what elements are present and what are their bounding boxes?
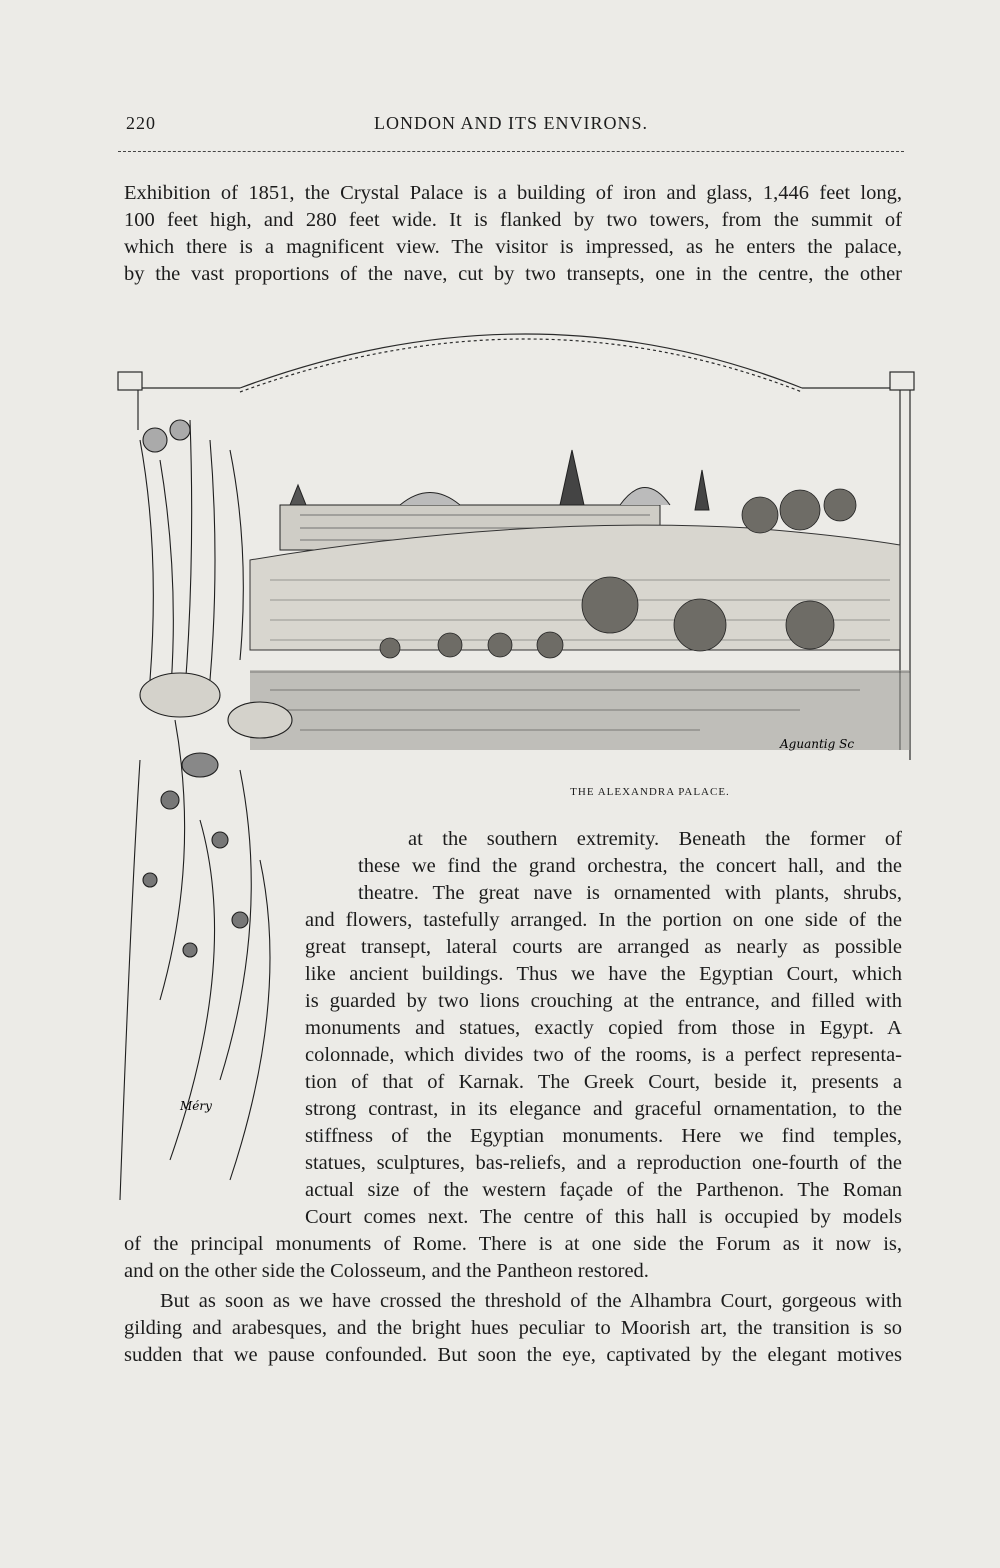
text-line: sudden that we pause confounded. But soon the eye, captivated by the elegant motives	[124, 1344, 902, 1366]
frame-arch	[240, 334, 802, 388]
text-line: actual size of the western façade of the Parthenon. The Roman	[305, 1179, 902, 1201]
text-line: at the southern extremity. Beneath the former of	[408, 828, 902, 850]
text-line: is guarded by two lions crouching at the entrance, and filled with	[305, 990, 902, 1012]
text-line: gilding and arabesques, and the bright hues peculiar to Moorish art, the transition is so	[124, 1317, 902, 1339]
text-line: But as soon as we have crossed the threshold of the Alhambra Court, gorgeous with	[160, 1290, 902, 1312]
text-line: stiffness of the Egyptian monuments. Here we find temples,	[305, 1125, 902, 1147]
text-line: by the vast proportions of the nave, cut by two transepts, one in the centre, the other	[124, 263, 902, 285]
text-line: monuments and statues, exactly copied from those in Egypt. A	[305, 1017, 902, 1039]
text-line: which there is a magnificent view. The visitor is impressed, as he enters the palace,	[124, 236, 902, 258]
text-line: 100 feet high, and 280 feet wide. It is flanked by two towers, from the summit of	[124, 209, 902, 231]
text-line: and flowers, tastefully arranged. In the portion on one side of the	[305, 909, 902, 931]
page-header	[118, 113, 904, 143]
artist-signature: Méry	[180, 1099, 212, 1113]
frame-post-left	[118, 372, 142, 390]
running-title: LONDON AND ITS ENVIRONS.	[374, 113, 648, 133]
text-line: and on the other side the Colosseum, and the Pantheon restored.	[124, 1260, 649, 1282]
text-line: theatre. The great nave is ornamented with plants, shrubs,	[358, 882, 902, 904]
foliage-border	[120, 420, 292, 1200]
text-line: statues, sculptures, bas-reliefs, and a reproduction one-fourth of the	[305, 1152, 902, 1174]
text-line: colonnade, which divides two of the rooms, is a perfect representa-	[305, 1044, 902, 1066]
figure-caption: THE ALEXANDRA PALACE.	[570, 786, 730, 798]
text-line: Exhibition of 1851, the Crystal Palace is a building of iron and glass, 1,446 feet long,	[124, 182, 902, 204]
text-line: like ancient buildings. Thus we have the Egyptian Court, which	[305, 963, 902, 985]
text-line: Court comes next. The centre of this hall is occupied by models	[305, 1206, 902, 1228]
frame-post-right	[890, 372, 914, 390]
text-line: great transept, lateral courts are arranged as nearly as possible	[305, 936, 902, 958]
text-line: these we find the grand orchestra, the concert hall, and the	[358, 855, 902, 877]
text-line: strong contrast, in its elegance and graceful ornamentation, to the	[305, 1098, 902, 1120]
text-line: tion of that of Karnak. The Greek Court, beside it, presents a	[305, 1071, 902, 1093]
header-rule	[118, 151, 904, 152]
text-line: of the principal monuments of Rome. There is at one side the Forum as it now is,	[124, 1233, 902, 1255]
page-number: 220	[126, 113, 156, 133]
engraver-signature: Aguantig Sc	[780, 737, 855, 751]
